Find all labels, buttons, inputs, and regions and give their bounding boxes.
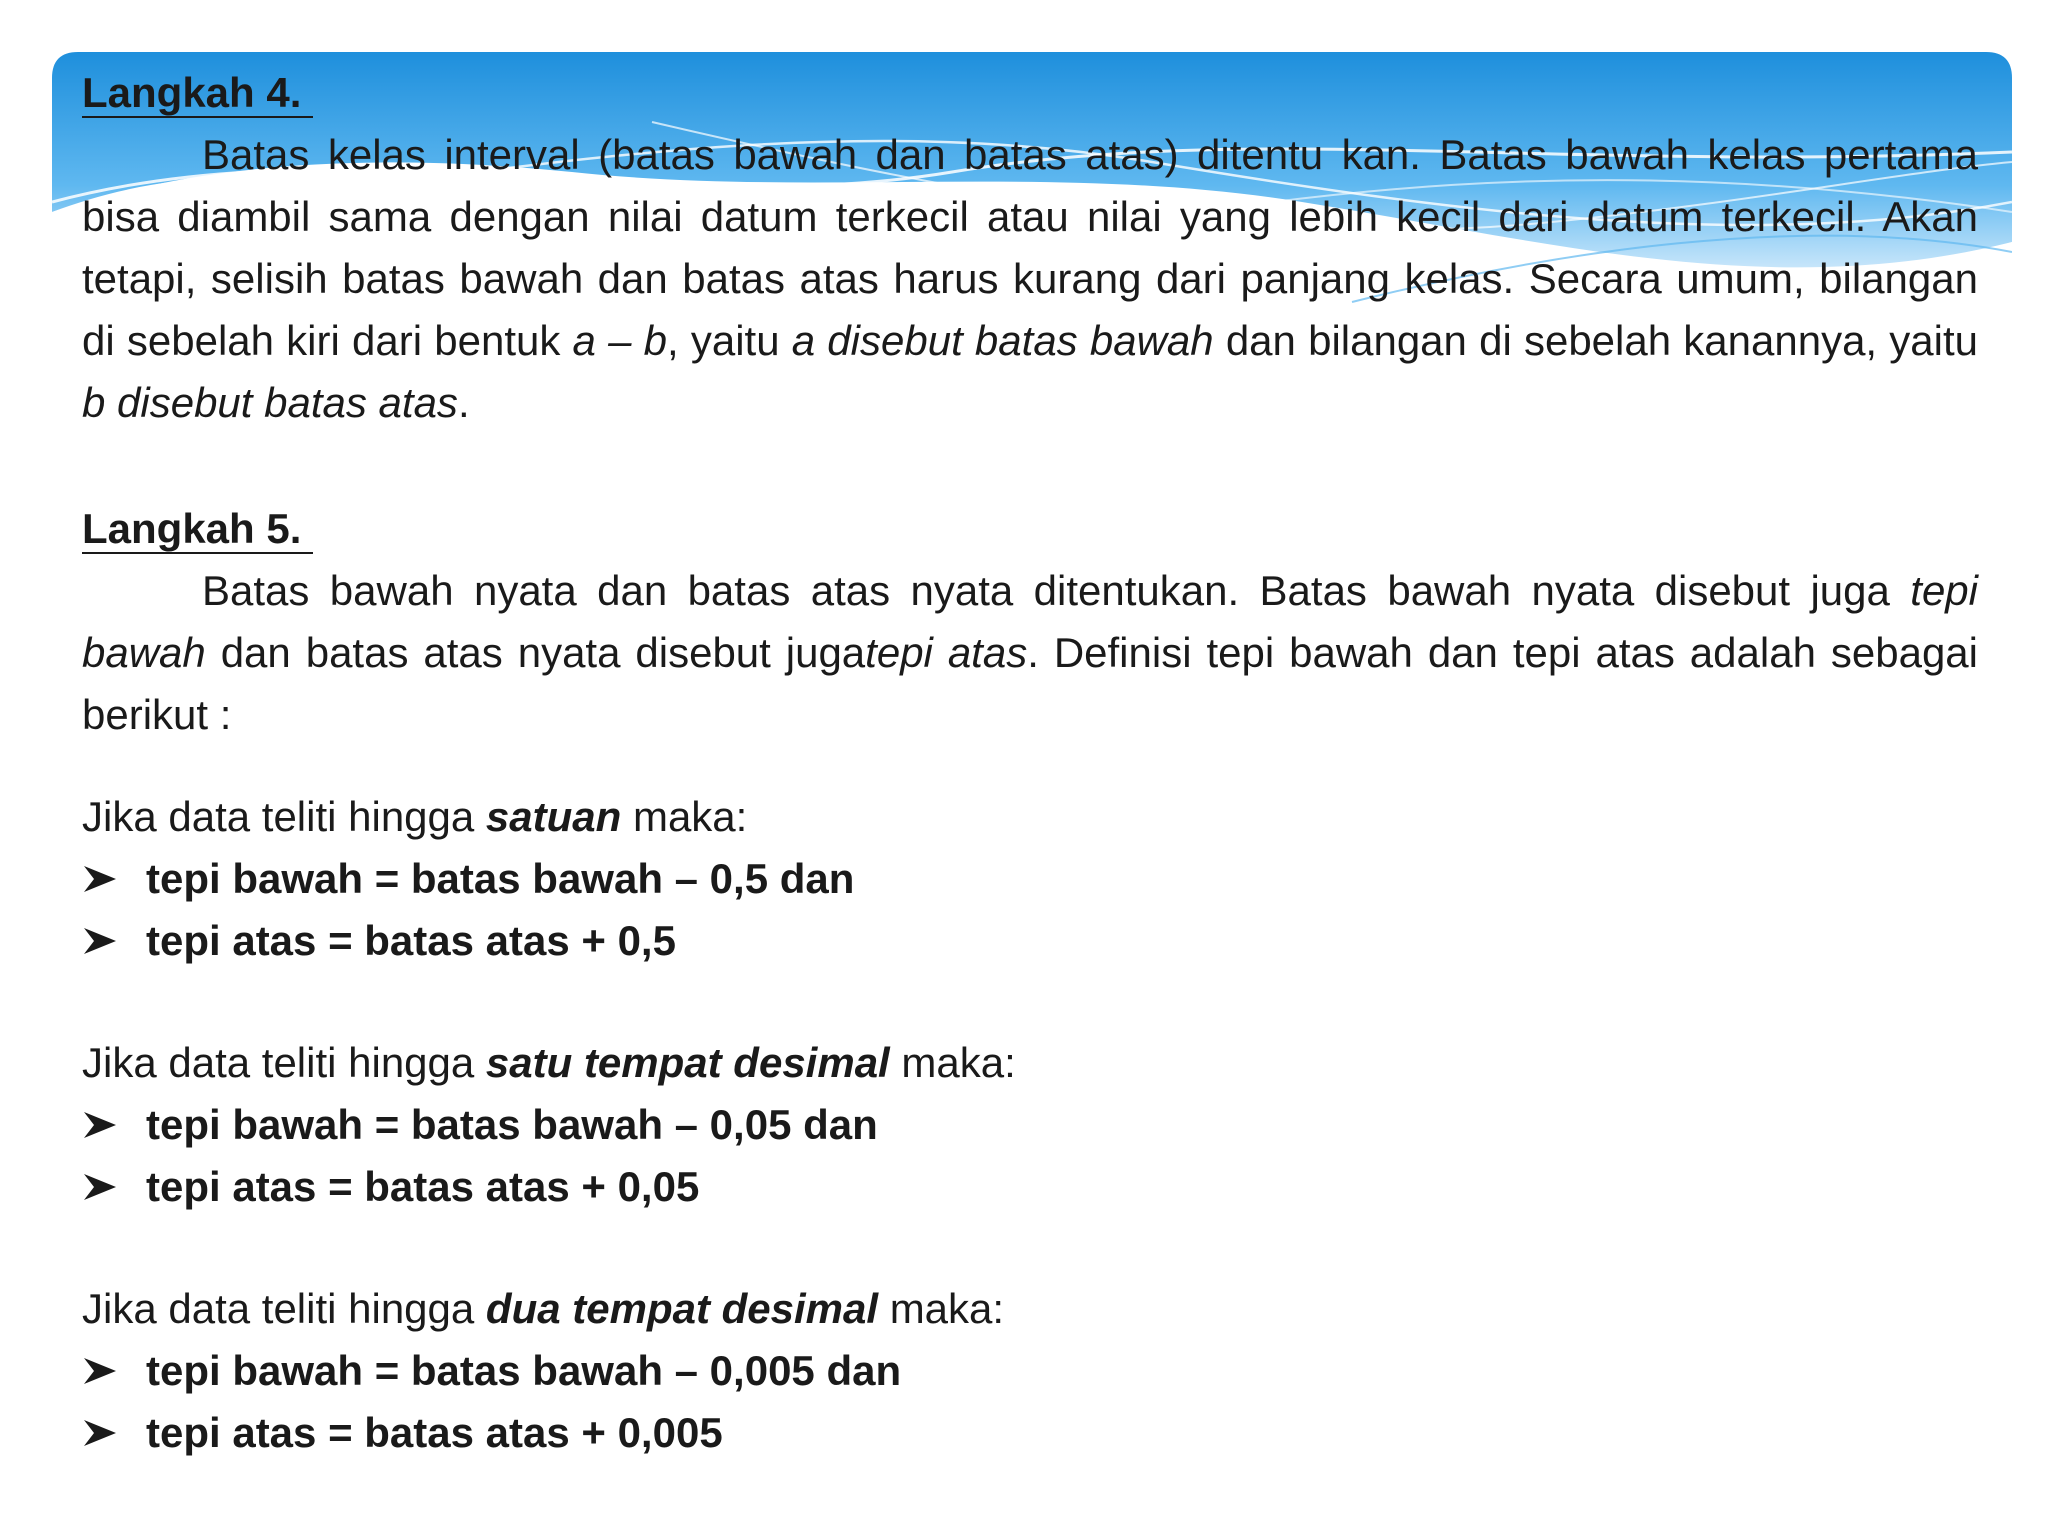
- case-dua-desimal-heading: Jika data teliti hingga dua tempat desimal maka:: [82, 1285, 1005, 1332]
- arrowhead-bullet-icon: [82, 1110, 146, 1140]
- case-satu-desimal-heading: Jika data teliti hingga satu tempat desimal maka:: [82, 1039, 1016, 1086]
- arrowhead-bullet-icon: [82, 926, 146, 956]
- case-dua-desimal-rule-upper: tepi atas = batas atas + 0,005: [82, 1402, 1978, 1464]
- step4-title: Langkah 4.: [82, 62, 1978, 124]
- case-satu-desimal-rule-upper: tepi atas = batas atas + 0,05: [82, 1156, 1978, 1218]
- step5-title: Langkah 5.: [82, 498, 1978, 560]
- case-satuan-rule-lower: tepi bawah = batas bawah – 0,5 dan: [82, 848, 1978, 910]
- step4-paragraph: Batas kelas interval (batas bawah dan batas atas) ditentu kan. Batas bawah kelas pertama bisa diambil sama dengan nilai datum terkecil atau nilai yang lebih kecil dari datum terkecil. Akan tetapi, selisih batas bawah dan batas atas harus kurang dari panjang kelas. Secara umum, bilangan di sebelah kiri dari bentuk a – b, yaitu a disebut batas bawah dan bilangan di sebelah kanannya, yaitu b disebut batas atas.: [82, 131, 1979, 426]
- arrowhead-bullet-icon: [82, 864, 146, 894]
- case-dua-desimal-rule-lower: tepi bawah = batas bawah – 0,005 dan: [82, 1340, 1978, 1402]
- slide-content: [82, 62, 1978, 1464]
- case-satuan-rule-upper: tepi atas = batas atas + 0,5: [82, 910, 1978, 972]
- arrowhead-bullet-icon: [82, 1172, 146, 1202]
- arrowhead-bullet-icon: [82, 1356, 146, 1386]
- case-satu-desimal-rule-lower: tepi bawah = batas bawah – 0,05 dan: [82, 1094, 1978, 1156]
- case-satuan-heading: Jika data teliti hingga satuan maka:: [82, 793, 748, 840]
- step5-paragraph: Batas bawah nyata dan batas atas nyata ditentukan. Batas bawah nyata disebut juga tepi bawah dan batas atas nyata disebut jugatepi atas. Definisi tepi bawah dan tepi atas adalah sebagai berikut :: [82, 567, 1978, 738]
- arrowhead-bullet-icon: [82, 1418, 146, 1448]
